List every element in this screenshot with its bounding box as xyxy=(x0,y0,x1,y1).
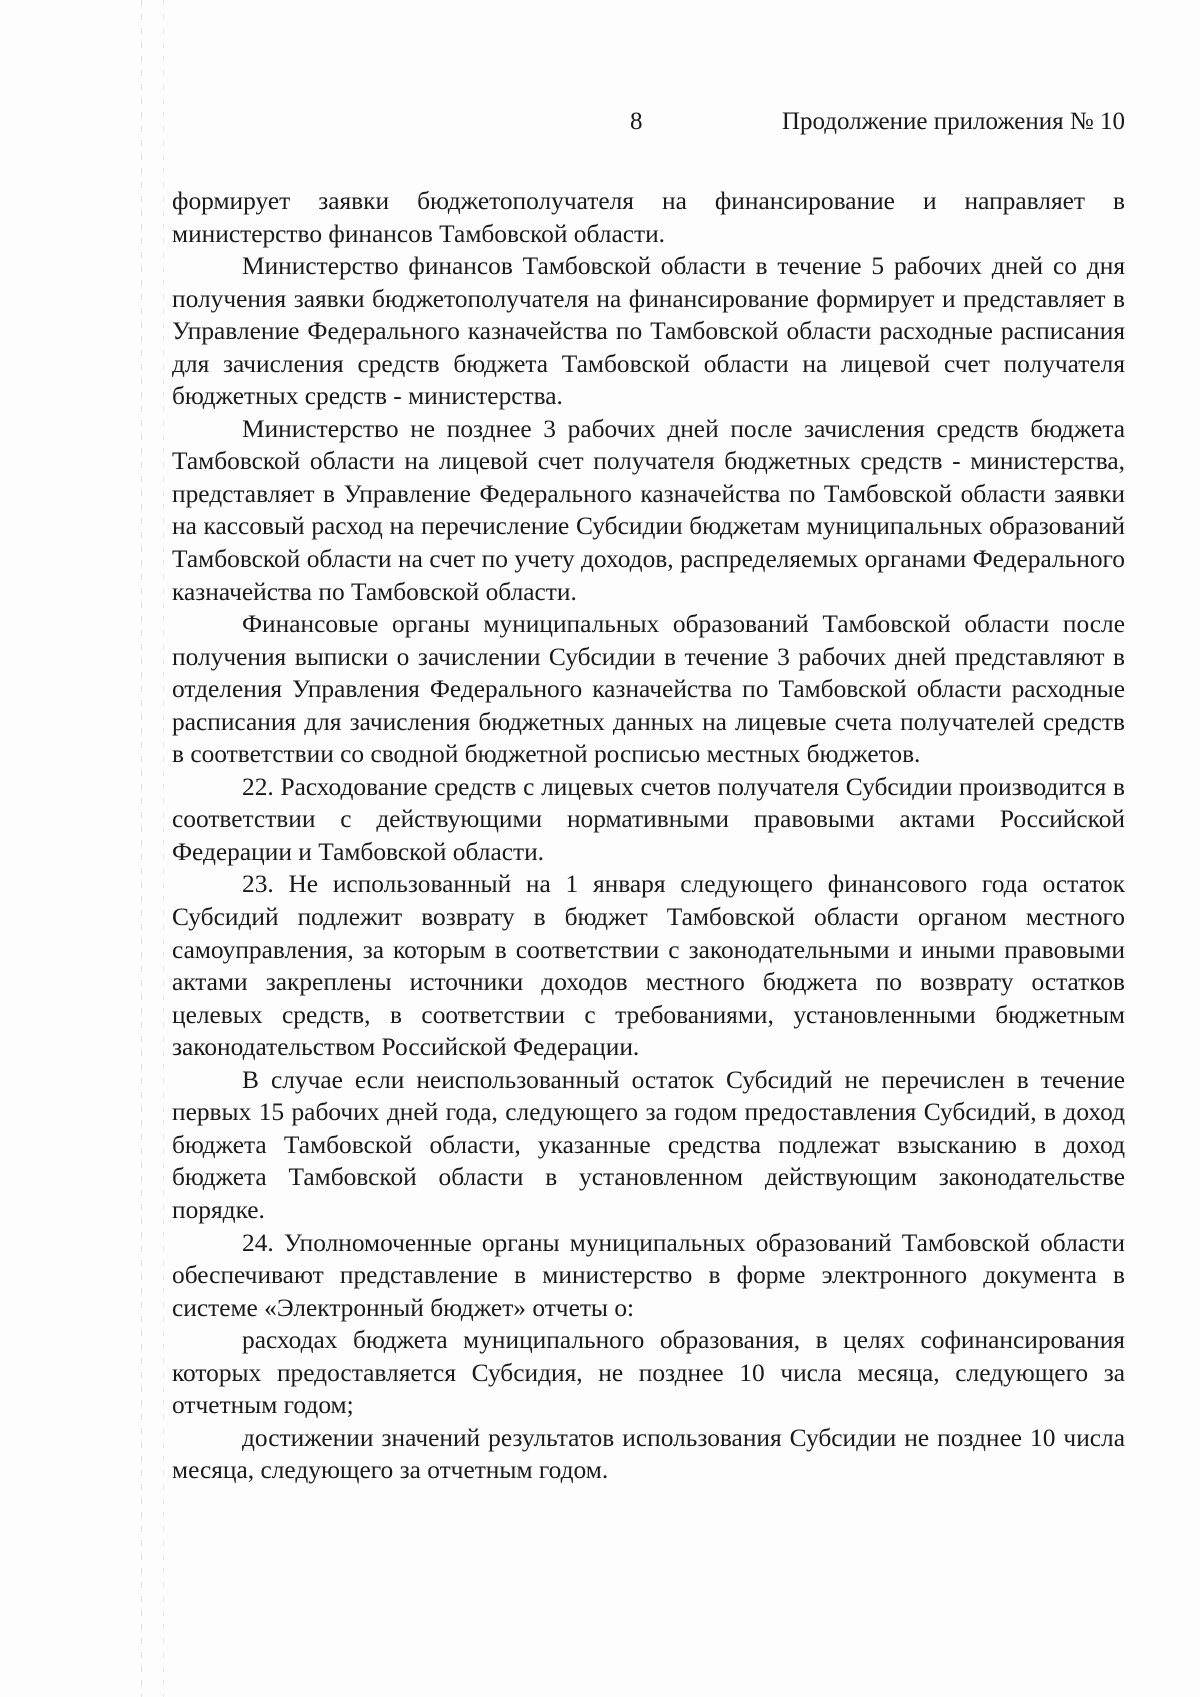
document-body xyxy=(172,185,1125,1487)
scan-edge-artifact xyxy=(163,0,164,1697)
paragraph: Министерство не позднее 3 рабочих дней после зачисления средств бюджета Тамбовской области на лицевой счет получателя бюджетных средств - министерства, представляет в Управление Федерального казначейства по Тамбовской области заявки на кассовый расход на перечисление Субсидии бюджетам муниципальных образований Тамбовской области на счет по учету доходов, распределяемых органами Федерального казначейства по Тамбовской области. xyxy=(172,414,1125,606)
paragraph-subitem: достижении значений результатов использования Субсидии не позднее 10 числа месяца, следующего за отчетным годом. xyxy=(172,1423,1125,1485)
paragraph-item-24: 24. Уполномоченные органы муниципальных образований Тамбовской области обеспечивают представление в министерство в форме электронного документа в системе «Электронный бюджет» отчеты о: xyxy=(172,1228,1125,1322)
paragraph: Министерство финансов Тамбовской области в течение 5 рабочих дней со дня получения заявки бюджетополучателя на финансирование формирует и представляет в Управление Федерального казначейства по Тамбовской области расходные расписания для зачисления средств бюджета Тамбовской области на лицевой счет получателя бюджетных средств - министерства. xyxy=(172,252,1125,411)
page-number: 8 xyxy=(630,108,643,135)
paragraph: формирует заявки бюджетополучателя на финансирование и направляет в министерство финансов Тамбовской области. xyxy=(172,187,1125,248)
paragraph: Финансовые органы муниципальных образований Тамбовской области после получения выписки о зачислении Субсидии в течение 3 рабочих дней представляют в отделения Управления Федерального казначейства по Тамбовской области расходные расписания для зачисления бюджетных данных на лицевые счета получателей средств в соответствии со сводной бюджетной росписью местных бюджетов. xyxy=(172,610,1125,769)
paragraph-item-22: 22. Расходование средств с лицевых счетов получателя Субсидии производится в соответствии с действующими нормативными правовыми актами Российской Федерации и Тамбовской области. xyxy=(172,772,1125,866)
appendix-continuation-label: Продолжение приложения № 10 xyxy=(781,108,1125,135)
paragraph-subitem: расходах бюджета муниципального образования, в целях софинансирования которых предоставляется Субсидия, не позднее 10 числа месяца, следующего за отчетным годом; xyxy=(172,1326,1125,1420)
paragraph: В случае если неиспользованный остаток Субсидий не перечислен в течение первых 15 рабочих дней года, следующего за годом предоставления Субсидий, в доход бюджета Тамбовской области, указанные средства подлежат взысканию в доход бюджета Тамбовской области в установленном действующим законодательстве порядке. xyxy=(172,1065,1125,1224)
paragraph-item-23: 23. Не использованный на 1 января следующего финансового года остаток Субсидий подлежит возврату в бюджет Тамбовской области органом местного самоуправления, за которым в соответствии с законодательными и иными правовыми актами закреплены источники доходов местного бюджета по возврату остатков целевых средств, в соответствии с требованиями, установленными бюджетным законодательством Российской Федерации. xyxy=(172,870,1125,1062)
page-header xyxy=(170,108,1125,148)
scan-edge-artifact xyxy=(141,0,142,1697)
